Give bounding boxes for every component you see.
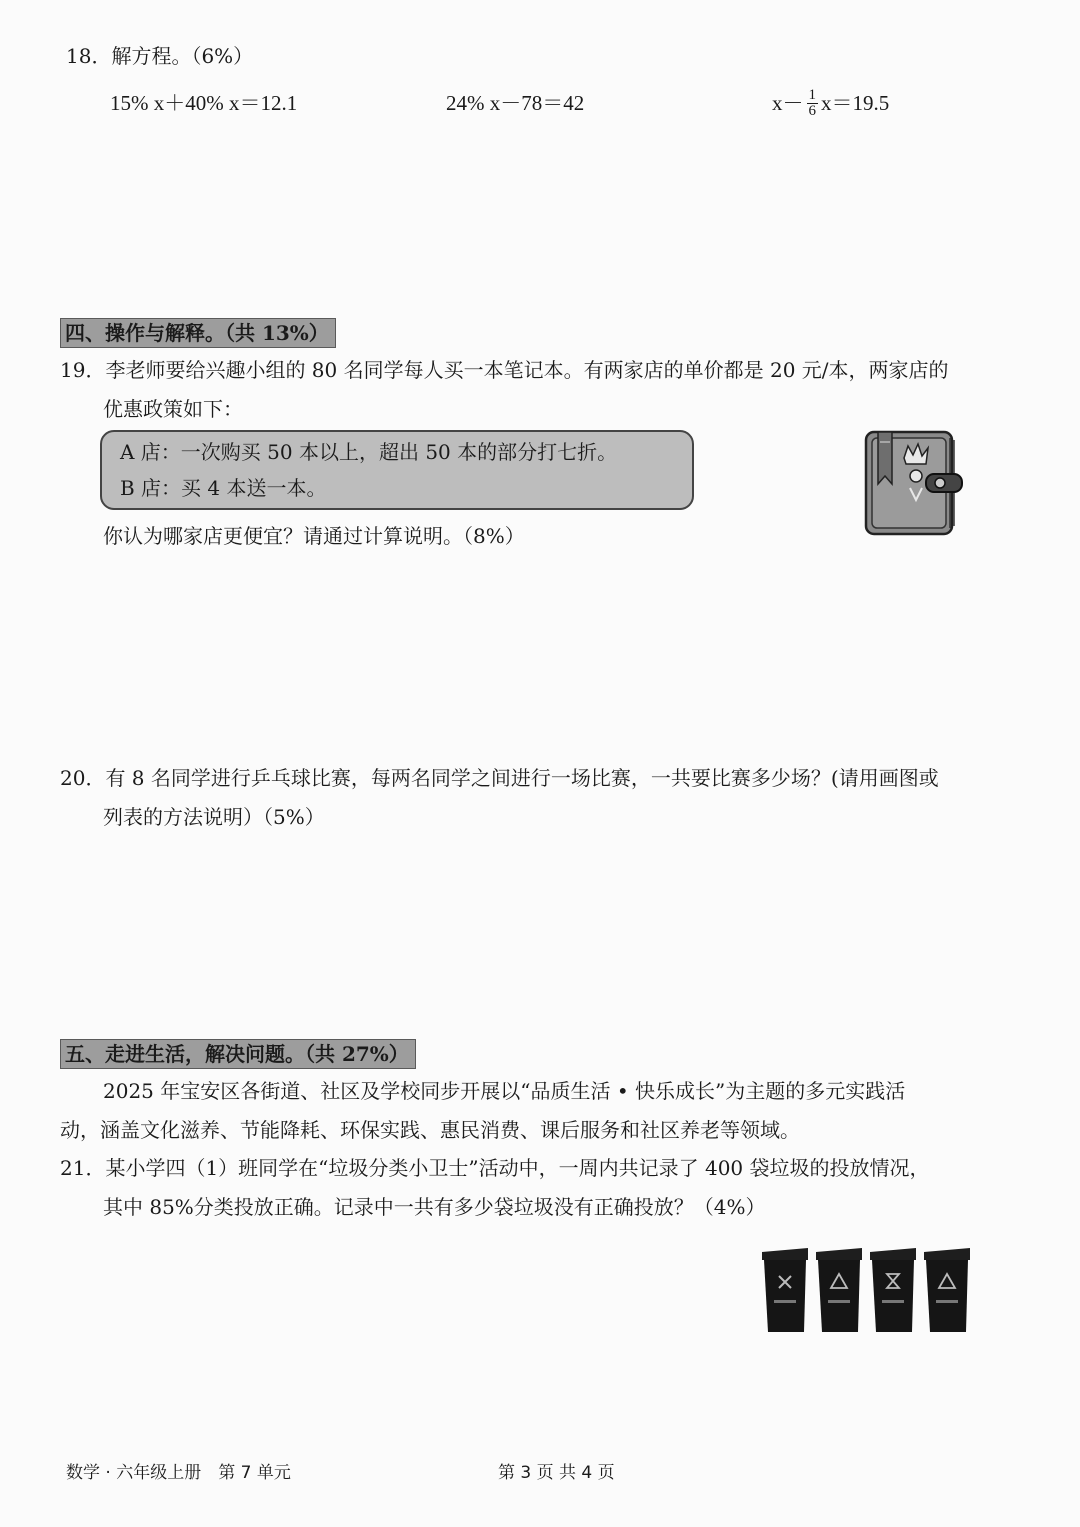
offer-b: B 店：买 4 本送一本。	[120, 476, 327, 500]
trash-bin-3-icon	[870, 1248, 916, 1332]
q18-eq3-left: x－	[772, 91, 804, 115]
fraction-numerator: 1	[808, 86, 816, 103]
q19-question: 你认为哪家店更便宜？请通过计算说明。（8%）	[103, 524, 525, 548]
fraction	[807, 88, 819, 119]
q20-line-2: 列表的方法说明）（5%）	[103, 805, 325, 829]
section-5-heading: 五、走进生活，解决问题。（共 27%）	[60, 1039, 416, 1069]
notebook-icon	[860, 428, 964, 538]
trash-bin-1-icon	[762, 1248, 808, 1332]
trash-bin-4-icon	[924, 1248, 970, 1332]
intro-line-2: 动，涵盖文化滋养、节能降耗、环保实践、惠民消费、课后服务和社区养老等领域。	[60, 1118, 800, 1142]
q21-line-2: 其中 85%分类投放正确。记录中一共有多少袋垃圾没有正确投放？（4%）	[103, 1195, 766, 1219]
offer-box	[100, 430, 694, 510]
trash-bin-2-icon	[816, 1248, 862, 1332]
section-4-heading: 四、操作与解释。（共 13%）	[60, 318, 336, 348]
q20-line-1: 20．有 8 名同学进行乒乓球比赛，每两名同学之间进行一场比赛，一共要比赛多少场？(请用画图或	[60, 766, 939, 790]
q21-line-1: 21．某小学四（1）班同学在“垃圾分类小卫士”活动中，一周内共记录了 400 袋垃圾的投放情况，	[60, 1156, 930, 1180]
intro-line-1: 2025 年宝安区各街道、社区及学校同步开展以“品质生活 • 快乐成长”为主题的多元实践活	[103, 1079, 906, 1103]
offer-a: A 店：一次购买 50 本以上，超出 50 本的部分打七折。	[120, 440, 618, 464]
q19-line-2: 优惠政策如下：	[103, 397, 243, 421]
q18-equation-2: 24% x－78＝42	[446, 91, 585, 115]
trash-bins-icon	[760, 1244, 976, 1336]
q18-equation-3	[772, 87, 889, 121]
footer-subject: 数学 · 六年级上册 第 7 单元	[66, 1463, 291, 1483]
q19-line-1: 19．李老师要给兴趣小组的 80 名同学每人买一本笔记本。有两家店的单价都是 20 元/本，两家店的	[60, 358, 949, 382]
q18-title: 18．解方程。（6%）	[66, 44, 254, 68]
q18-eq3-right: x＝19.5	[821, 91, 890, 115]
fraction-denominator: 6	[808, 102, 816, 119]
q18-equation-1: 15% x＋40% x＝12.1	[110, 91, 298, 115]
footer-page-number: 第 3 页 共 4 页	[498, 1463, 615, 1483]
